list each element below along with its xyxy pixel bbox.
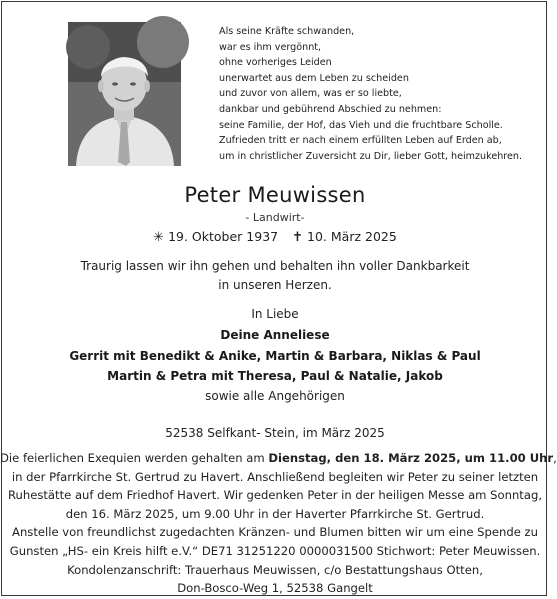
life-dates <box>0 229 550 245</box>
poem-line: war es ihm vergönnt, <box>219 41 322 53</box>
service-text: , <box>553 451 557 465</box>
service-line: Kondolenzanschrift: Trauerhaus Meuwissen, c/o Bestattungshaus Otten, <box>67 562 483 577</box>
occupation: - Landwirt- <box>245 211 305 224</box>
family-line-1: Gerrit mit Benedikt & Anike, Martin & Barbara, Niklas & Paul <box>69 349 481 363</box>
birth-date: 19. Oktober 1937 <box>168 229 279 244</box>
poem-line: dankbar und gebührend Abschied zu nehmen: <box>219 103 442 115</box>
poem-line: ohne vorheriges Leiden <box>219 57 332 69</box>
poem-line: seine Familie, der Hof, das Vieh und die fruchtbare Scholle. <box>219 119 503 131</box>
mourning-line: Traurig lassen wir ihn gehen und behalten ihn voller Dankbarkeit <box>80 259 470 273</box>
place-date: 52538 Selfkant- Stein, im März 2025 <box>165 426 385 440</box>
service-text: Die feierlichen Exequien werden gehalten am <box>0 451 269 465</box>
poem-line: Zufrieden tritt er nach einem erfüllten Leben auf Erden ab, <box>219 135 502 147</box>
service-line: Ruhestätte auf dem Friedhof Havert. Wir gedenken Peter in der heiligen Messe am Sonntag, <box>7 488 543 503</box>
family-intro: In Liebe <box>251 307 299 321</box>
poem-line: um in christlicher Zuversicht zu Dir, lieber Gott, heimzukehren. <box>219 150 523 162</box>
spouse-name: Deine Anneliese <box>220 328 330 342</box>
death-date: 10. März 2025 <box>307 229 397 244</box>
service-line: Don-Bosco-Weg 1, 52538 Gangelt <box>177 581 373 596</box>
family-line-2: Martin & Petra mit Theresa, Paul & Natalie, Jakob <box>107 369 443 383</box>
portrait-illustration <box>68 22 181 166</box>
poem-line: unerwartet aus dem Leben zu scheiden <box>219 72 409 84</box>
birth-star-icon: ✳ <box>153 230 165 245</box>
poem-line: und zuvor von allem, was er so liebte, <box>219 88 402 100</box>
relatives-line: sowie alle Angehörigen <box>205 389 345 403</box>
service-line: in der Pfarrkirche St. Gertrud zu Havert. Anschließend begleiten wir Peter zu seiner letzten <box>11 469 539 484</box>
service-line: den 16. März 2025, um 9.00 Uhr in der Haverter Pfarrkirche St. Gertrud. <box>65 506 485 521</box>
deceased-name: Peter Meuwissen <box>184 183 366 207</box>
service-info <box>0 449 557 598</box>
service-date-time: Dienstag, den 18. März 2025, um 11.00 Uhr <box>268 451 554 465</box>
cross-icon: ✝ <box>292 230 304 245</box>
mourning-text <box>0 257 550 295</box>
poem-line: Als seine Kräfte schwanden, <box>219 26 355 37</box>
portrait-photo <box>68 22 181 166</box>
poem <box>219 24 539 164</box>
service-line: Anstelle von freundlichst zugedachten Kränzen- und Blumen bitten wir um eine Spende zu <box>12 525 538 540</box>
mourning-line: in unseren Herzen. <box>218 278 332 292</box>
service-line: Gunsten „HS- ein Kreis hilft e.V.“ DE71 31251220 0000031500 Stichwort: Peter Meuwissen. <box>9 543 541 558</box>
service-line <box>0 449 557 468</box>
